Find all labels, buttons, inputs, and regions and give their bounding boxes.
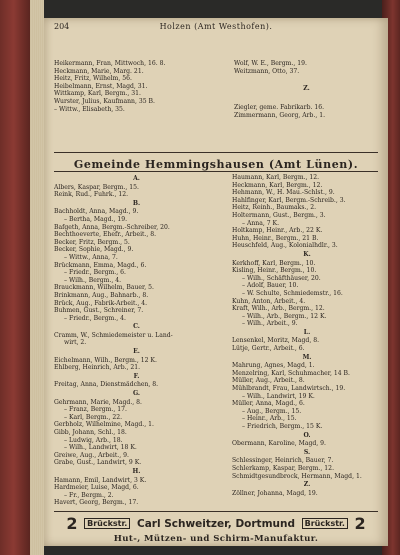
directory-entry: Gerbholz, Wilhelmine, Magd., 1.	[54, 421, 154, 429]
section-letter: B.	[132, 199, 141, 207]
directory-entry: – Wilh., Arbeit., 9.	[242, 320, 298, 328]
directory-entry: Becker, Sophie, Magd., 9.	[54, 246, 134, 254]
directory-entry: Hahlfinger, Karl, Bergm.-Schreib., 3.	[232, 196, 346, 204]
left-column-entries	[54, 174, 219, 507]
directory-entry: Hamann, Emil, Landwirt, 3 K.	[54, 476, 147, 484]
directory-entry: Haumann, Karl, Bergm., 12.	[232, 174, 320, 181]
divider	[54, 152, 378, 153]
section-letter: A.	[133, 175, 140, 182]
directory-entry: – Anna, 7 K.	[242, 219, 280, 227]
section-letter: L.	[303, 328, 311, 336]
directory-entry: – Adolf, Bauer, 10.	[242, 282, 299, 290]
directory-entry: Müller, Anna, Magd., 6.	[232, 400, 305, 408]
directory-entry: – Wittw., Elisabeth, 35.	[54, 105, 125, 113]
divider	[54, 171, 378, 172]
page-edges	[30, 0, 44, 555]
page-title: Holzen (Amt Westhofen).	[159, 22, 273, 31]
directory-entry: Buhmen, Gust., Schreiner, 7.	[54, 307, 144, 315]
house-number: 2	[66, 514, 78, 533]
directory-entry: Zimmermann, Georg, Arb., 1.	[234, 111, 326, 119]
directory-entry: – Friedr., Bergm., 6.	[64, 269, 126, 277]
directory-entry: – Wilh., Landwirt, 18 K.	[64, 444, 137, 452]
top-right-entries-z	[234, 104, 379, 119]
directory-entry: – Wilh., Landwirt, 19 K.	[242, 392, 315, 400]
directory-entry: – Heinr., Arb., 15.	[242, 415, 297, 423]
directory-entry: – Wilh., Arb., Bergm., 12 K.	[242, 312, 327, 320]
directory-entry: Freitag, Anna, Dienstmädchen, 8.	[54, 381, 159, 389]
directory-entry: Obermann, Karoline, Magd, 9.	[232, 440, 326, 448]
directory-entry: Hardmeier, Luise, Magd, 6.	[54, 484, 139, 492]
directory-entry: Zöllner, Johanna, Magd, 19.	[232, 489, 318, 497]
section-letter: Z.	[303, 85, 310, 92]
directory-entry: Brauckmann, Wilhelm, Bauer, 5.	[54, 284, 154, 292]
section-letter: S.	[303, 448, 311, 456]
directory-entry: Wolf, W. E., Bergm., 19.	[234, 60, 307, 67]
directory-entry: Schlessinger, Heinrich, Bauer, 7.	[232, 457, 334, 465]
directory-entry: Bafgeth, Anna, Bergm.-Schreiber, 20.	[54, 223, 170, 231]
directory-entry: Heitz, Fritz, Wilhelm, 56.	[54, 75, 132, 83]
page-header	[54, 22, 378, 36]
directory-entry: Mühlbrandt, Frau, Landwirtsch., 19.	[232, 385, 346, 393]
section-letter: F.	[133, 372, 140, 380]
directory-entry: Reink, Rud., Fuhrk., 12.	[54, 191, 129, 199]
directory-entry: – Aug., Bergm., 15.	[242, 407, 302, 415]
directory-entry: Cramm, W., Schmiedemeister u. Land-	[54, 331, 173, 339]
directory-entry: – Fr., Bergm., 2.	[64, 491, 114, 499]
top-left-entries	[54, 60, 214, 113]
directory-entry: Kerkhoff, Karl, Bergm., 10.	[232, 259, 316, 267]
section-letter: K.	[303, 250, 311, 258]
directory-entry: Ziegler, geme. Fabrikarb. 16.	[234, 104, 325, 111]
directory-entry: Heikermann, Fran, Mittwoch, 16. 8.	[54, 60, 166, 67]
directory-entry: – Franz, Bergm., 17.	[64, 406, 127, 414]
directory-entry: Brückmann, Emma, Magd., 6.	[54, 261, 147, 269]
directory-page	[44, 18, 388, 546]
directory-entry: Müller, Aug., Arbeit., 8.	[232, 377, 305, 385]
company-name: Carl Schweitzer, Dortmund	[137, 518, 295, 530]
directory-entry: Brück, Aug., Fabrik-Arbeit., 4.	[54, 299, 148, 307]
directory-entry: Mahrung, Agnes, Magd, 1.	[232, 362, 315, 370]
street-box-left: Brückstr.	[84, 518, 130, 529]
directory-entry: Albers, Kaspar, Bergm., 15.	[54, 183, 139, 191]
directory-entry: Holtkamp, Heinr., Arb., 22 K.	[232, 227, 323, 235]
directory-entry: – Friedr., Bergm., 4.	[64, 314, 126, 322]
directory-entry: Heibelmann, Ernst, Magd, 31.	[54, 82, 148, 90]
section-title: Gemeinde Hemmingshausen (Amt Lünen).	[73, 158, 359, 171]
directory-entry: Wurster, Julius, Kaufmann, 35 B.	[54, 97, 155, 105]
directory-entry: Gibb, Johann, Schl., 18.	[54, 429, 127, 436]
advertisement-line	[52, 514, 380, 533]
advertisement-slogan: Hut-, Mützen- und Schirm-Manufaktur.	[113, 534, 319, 544]
directory-entry: Kisling, Heinr., Bergm., 10.	[232, 267, 317, 275]
section-letter: Z.	[303, 481, 311, 489]
directory-entry: Bechthoeverte, Ehefr., Arbeit., 8.	[54, 231, 157, 239]
directory-entry: Hehmann, W., H. Mau.-Schlst., 9.	[232, 189, 335, 197]
section-letter: E.	[133, 348, 140, 356]
directory-entry: – Wittw., Anna, 7.	[64, 253, 118, 261]
directory-entry: Schmidtgesundbrock, Hermann, Magd, 1.	[232, 472, 362, 480]
directory-entry: Huhn, Heinr., Bergm., 21 B.	[232, 234, 319, 242]
directory-entry: Lütje, Gertr., Arbeit., 6.	[232, 345, 305, 353]
directory-entry: – Karl, Bergm., 22.	[64, 413, 123, 421]
directory-entry: – Ludwig, Arb., 18.	[64, 436, 123, 444]
directory-entry: – Wilh., Bergm., 4.	[64, 276, 122, 284]
top-right-letter-z	[234, 84, 379, 94]
directory-entry: Lensenkel, Moritz, Magd, 8.	[232, 337, 320, 345]
advertisement-footer	[52, 514, 380, 546]
directory-entry: Greiwe, Aug., Arbeit., 9.	[54, 451, 129, 459]
directory-entry: Ehlberg, Heinrich, Arb., 21.	[54, 364, 141, 372]
street-box-right: Brückstr.	[302, 518, 348, 529]
directory-entry: Kuhn, Anton, Arbeit., 4.	[232, 297, 306, 305]
directory-entry: Eichelmann, Wilh., Bergm., 12 K.	[54, 356, 157, 364]
directory-entry: Havert, Georg, Bergm., 17.	[54, 499, 139, 507]
directory-entry: Heckmann, Karl, Bergm., 12.	[232, 181, 323, 189]
book-cover-left	[0, 0, 30, 555]
directory-entry: Heuschfeld, Aug., Kolonialhdlr., 3.	[232, 242, 338, 250]
directory-entry: Bachholdt, Anna, Magd., 9.	[54, 208, 139, 216]
section-letter: G.	[132, 390, 141, 398]
right-column-entries	[232, 174, 382, 497]
directory-entry: Heckmann, Marie, Marg. 21.	[54, 67, 144, 75]
directory-entry: Schlerkamp, Kaspar, Bergm., 12.	[232, 464, 335, 472]
directory-entry: Kraft, Wilh., Arb., Bergm., 12.	[232, 305, 325, 313]
directory-entry: – Bertha, Magd., 19.	[64, 215, 128, 223]
directory-entry: – Friedrich, Bergm., 15 K.	[242, 423, 323, 430]
house-number: 2	[354, 514, 366, 533]
directory-entry: Brinkmann, Aug., Bahnarb., 8.	[54, 291, 149, 299]
directory-entry: Becker, Fritz, Bergm., 5.	[54, 238, 130, 246]
divider	[54, 511, 378, 512]
page-number: 204	[54, 22, 70, 31]
directory-entry: wirt, 2.	[64, 339, 87, 347]
directory-entry: Menzelring, Karl, Schuhmacher, 14 B.	[232, 369, 350, 377]
directory-entry: Grabe, Gust., Landwirt, 9 K.	[54, 459, 142, 467]
section-letter: M.	[302, 353, 312, 361]
directory-entry: – W. Schulte, Schmiedemstr., 16.	[242, 289, 343, 297]
section-letter: H.	[132, 467, 141, 475]
directory-entry: Holtermann, Gust., Bergm., 3.	[232, 211, 326, 219]
directory-entry: Heitz, Reinh., Baumaks., 2.	[232, 204, 317, 212]
directory-entry: Wittkamp, Karl, Bergm., 31.	[54, 90, 141, 98]
directory-entry: Gehrmann, Marie, Magd., 8.	[54, 398, 142, 406]
section-letter: O.	[303, 431, 311, 439]
directory-entry: – Wilh., Schäfthäuser, 20.	[242, 274, 321, 282]
top-right-entries	[234, 60, 379, 75]
section-letter: C.	[133, 323, 140, 331]
directory-entry: Weitzmann, Otto, 37.	[234, 67, 300, 75]
